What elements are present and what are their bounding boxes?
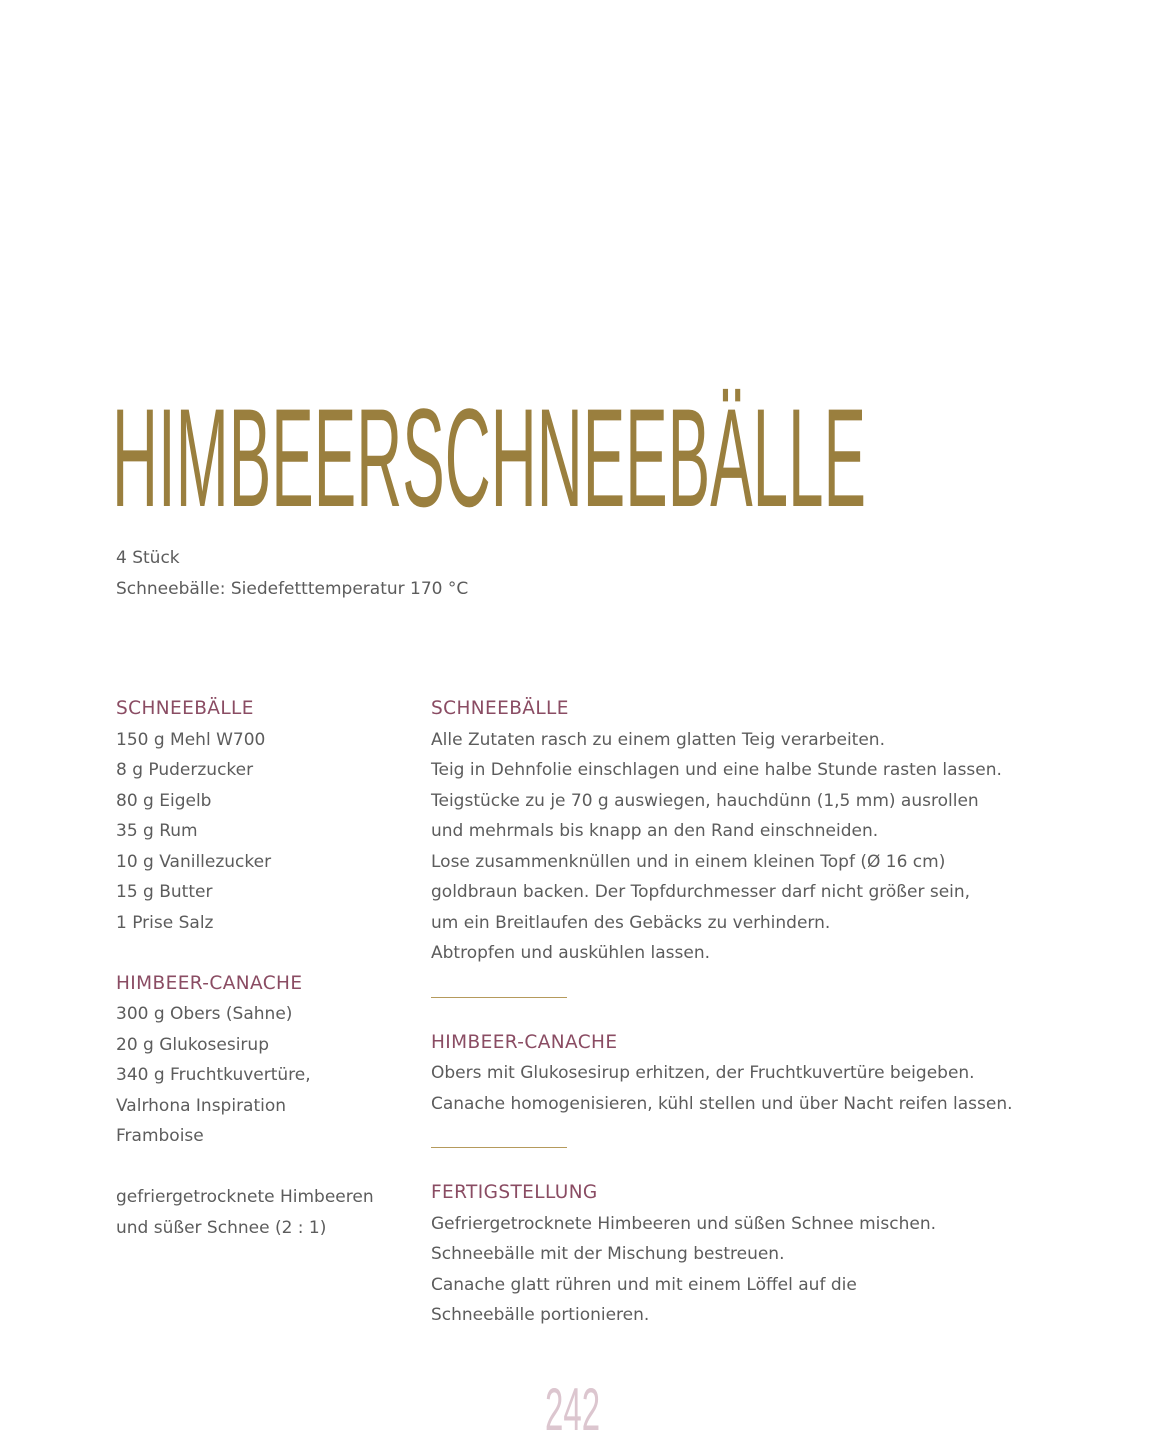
method-line: Teig in Dehnfolie einschlagen und eine halbe Stunde rasten lassen. xyxy=(431,760,1002,780)
method-line: Schneebälle mit der Mischung bestreuen. xyxy=(431,1244,785,1264)
recipe-meta xyxy=(116,543,468,604)
method-heading-canache: HIMBEER-CANACHE xyxy=(431,1031,618,1053)
method-line: Alle Zutaten rasch zu einem glatten Teig verarbeiten. xyxy=(431,729,885,750)
method-line: Abtropfen und auskühlen lassen. xyxy=(431,943,711,963)
spacer xyxy=(116,1152,406,1183)
method-heading-fertigstellung: FERTIGSTELLUNG xyxy=(431,1182,598,1203)
ingredient-item: 80 g Eigelb xyxy=(116,790,212,811)
ingredients-heading-canache: HIMBEER-CANACHE xyxy=(116,972,303,994)
ingredient-item: 340 g Fruchtkuvertüre, xyxy=(116,1065,311,1085)
method-heading-schneeballe: SCHNEEBÄLLE xyxy=(431,698,569,719)
yield: 4 Stück xyxy=(116,548,180,568)
method-line: Teigstücke zu je 70 g auswiegen, hauchdünn (1,5 mm) ausrollen xyxy=(431,790,979,811)
ingredient-item: 35 g Rum xyxy=(116,821,198,841)
method-line: Lose zusammenknüllen und in einem kleinen Topf (Ø 16 cm) xyxy=(431,851,946,872)
page-number: 242 xyxy=(545,1376,601,1443)
ingredient-item: 150 g Mehl W700 xyxy=(116,729,266,750)
ingredient-item: 10 g Vanillezucker xyxy=(116,851,272,872)
ingredient-item: gefriergetrocknete Himbeeren xyxy=(116,1187,374,1207)
ingredient-item: 20 g Glukosesirup xyxy=(116,1034,269,1055)
ingredients-column xyxy=(116,694,406,1243)
ingredients-heading-schneeballe: SCHNEEBÄLLE xyxy=(116,698,254,719)
ingredient-item: und süßer Schnee (2 : 1) xyxy=(116,1217,327,1238)
method-line: Obers mit Glukosesirup erhitzen, der Fruchtkuvertüre beigeben. xyxy=(431,1063,975,1083)
section-divider xyxy=(431,1147,567,1148)
method-line: und mehrmals bis knapp an den Rand einschneiden. xyxy=(431,821,879,841)
method-line: Canache homogenisieren, kühl stellen und über Nacht reifen lassen. xyxy=(431,1093,1013,1114)
method-line: um ein Breitlaufen des Gebäcks zu verhindern. xyxy=(431,912,831,933)
ingredient-item: 1 Prise Salz xyxy=(116,912,214,933)
section-divider xyxy=(431,997,567,998)
ingredient-item: 8 g Puderzucker xyxy=(116,760,254,780)
ingredient-item: 15 g Butter xyxy=(116,882,213,902)
ingredient-item: 300 g Obers (Sahne) xyxy=(116,1004,293,1024)
frying-temperature: Schneebälle: Siedefetttemperatur 170 °C xyxy=(116,578,469,599)
method-line: Schneebälle portionieren. xyxy=(431,1305,650,1325)
recipe-title: HIMBEERSCHNEEBÄLLE xyxy=(112,379,867,536)
ingredient-item: Framboise xyxy=(116,1126,204,1146)
method-column xyxy=(431,694,1013,1331)
ingredient-item: Valrhona Inspiration xyxy=(116,1095,287,1116)
method-line: goldbraun backen. Der Topfdurchmesser darf nicht größer sein, xyxy=(431,882,971,902)
method-line: Canache glatt rühren und mit einem Löffel auf die xyxy=(431,1274,857,1295)
spacer xyxy=(116,938,406,969)
method-line: Gefriergetrocknete Himbeeren und süßen Schnee mischen. xyxy=(431,1213,937,1234)
